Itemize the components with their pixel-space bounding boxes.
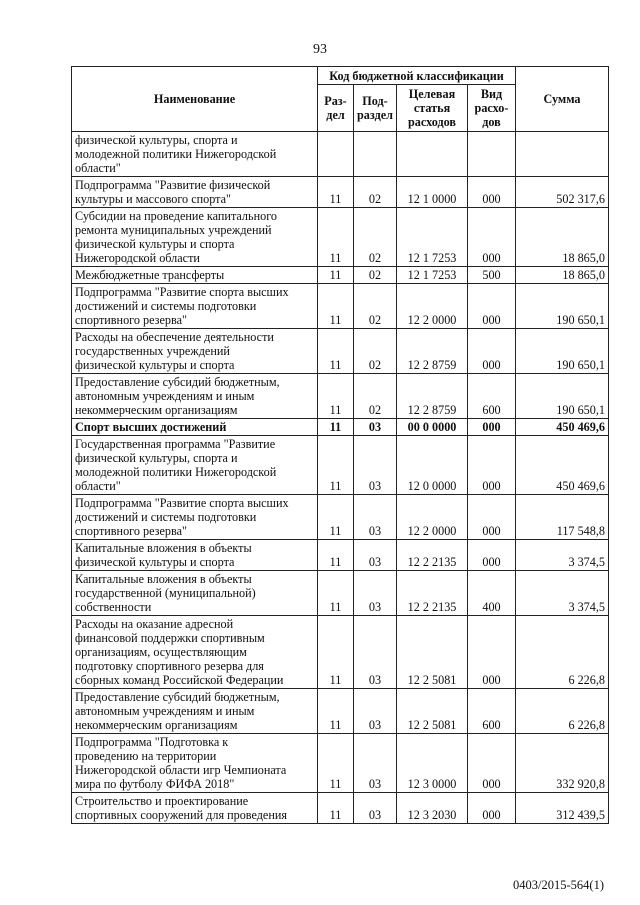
cell-target: 12 2 8759: [397, 374, 468, 419]
cell-sum: 3 374,5: [516, 540, 609, 571]
cell-podrazdel: 02: [354, 284, 397, 329]
cell-name: Предоставление субсидий бюджетным, автономным учреждениям и иным некоммерческим организациям: [72, 689, 318, 734]
table-row: [72, 208, 609, 267]
cell-target: 12 3 0000: [397, 734, 468, 793]
cell-target: 12 2 8759: [397, 329, 468, 374]
cell-sum: 450 469,6: [516, 419, 609, 436]
cell-razdel: [318, 132, 354, 177]
cell-razdel: 11: [318, 267, 354, 284]
document-code: 0403/2015-564(1): [513, 878, 604, 892]
table-row: [72, 374, 609, 419]
cell-podrazdel: 02: [354, 374, 397, 419]
table-row: [72, 495, 609, 540]
cell-target: 12 2 0000: [397, 495, 468, 540]
cell-sum: 450 469,6: [516, 436, 609, 495]
cell-name: Капитальные вложения в объекты государственной (муниципальной) собственности: [72, 571, 318, 616]
cell-podrazdel: [354, 132, 397, 177]
cell-podrazdel: 03: [354, 419, 397, 436]
cell-name: Подпрограмма "Развитие спорта высших достижений и системы подготовки спортивного резерва": [72, 284, 318, 329]
cell-podrazdel: 03: [354, 495, 397, 540]
table-row: [72, 571, 609, 616]
cell-vid: 000: [468, 436, 516, 495]
cell-vid: 000: [468, 495, 516, 540]
table-body: [72, 132, 609, 824]
table-row: [72, 793, 609, 824]
cell-podrazdel: 03: [354, 571, 397, 616]
header-name: Наименование: [72, 67, 318, 132]
header-classification-group: Код бюджетной классификации: [318, 67, 516, 85]
cell-razdel: 11: [318, 793, 354, 824]
table-row: [72, 177, 609, 208]
cell-name: Предоставление субсидий бюджетным, автономным учреждениям и иным некоммерческим организациям: [72, 374, 318, 419]
table-row: [72, 132, 609, 177]
cell-target: 12 2 2135: [397, 540, 468, 571]
header-row-top: [72, 67, 609, 85]
cell-target: 00 0 0000: [397, 419, 468, 436]
cell-vid: 500: [468, 267, 516, 284]
cell-target: 12 2 5081: [397, 689, 468, 734]
cell-vid: 600: [468, 374, 516, 419]
cell-podrazdel: 03: [354, 616, 397, 689]
cell-name: Расходы на оказание адресной финансовой поддержки спортивным организациям, осуществляющим подготовку спортивного резерва для сборных команд Российской Федерации: [72, 616, 318, 689]
cell-vid: 000: [468, 793, 516, 824]
cell-name: Субсидии на проведение капитального ремонта муниципальных учреждений физической культуры и спорта Нижегородской области: [72, 208, 318, 267]
header-vid: Вид расхо- дов: [468, 85, 516, 132]
cell-podrazdel: 02: [354, 267, 397, 284]
cell-podrazdel: 03: [354, 540, 397, 571]
cell-target: 12 2 0000: [397, 284, 468, 329]
cell-vid: 000: [468, 329, 516, 374]
cell-name: Спорт высших достижений: [72, 419, 318, 436]
cell-podrazdel: 02: [354, 208, 397, 267]
cell-target: 12 0 0000: [397, 436, 468, 495]
cell-razdel: 11: [318, 374, 354, 419]
header-sum: Сумма: [516, 67, 609, 132]
cell-sum: 117 548,8: [516, 495, 609, 540]
cell-razdel: 11: [318, 208, 354, 267]
cell-vid: 000: [468, 208, 516, 267]
cell-target: 12 2 2135: [397, 571, 468, 616]
cell-vid: 000: [468, 540, 516, 571]
cell-target: 12 1 7253: [397, 267, 468, 284]
cell-sum: 190 650,1: [516, 284, 609, 329]
cell-razdel: 11: [318, 436, 354, 495]
cell-vid: [468, 132, 516, 177]
cell-vid: 000: [468, 734, 516, 793]
cell-sum: [516, 132, 609, 177]
cell-target: 12 2 5081: [397, 616, 468, 689]
table-row: [72, 267, 609, 284]
table-row: [72, 734, 609, 793]
cell-podrazdel: 03: [354, 734, 397, 793]
cell-target: 12 1 0000: [397, 177, 468, 208]
cell-vid: 600: [468, 689, 516, 734]
cell-podrazdel: 03: [354, 689, 397, 734]
cell-podrazdel: 02: [354, 177, 397, 208]
cell-podrazdel: 03: [354, 436, 397, 495]
cell-sum: 18 865,0: [516, 267, 609, 284]
table-row: [72, 540, 609, 571]
cell-name: Межбюджетные трансферты: [72, 267, 318, 284]
header-target: Целевая статья расходов: [397, 85, 468, 132]
cell-vid: 000: [468, 419, 516, 436]
budget-table: [71, 66, 609, 824]
cell-vid: 000: [468, 284, 516, 329]
cell-podrazdel: 03: [354, 793, 397, 824]
cell-sum: 190 650,1: [516, 374, 609, 419]
cell-name: Подпрограмма "Развитие спорта высших достижений и системы подготовки спортивного резерва": [72, 495, 318, 540]
cell-sum: 6 226,8: [516, 689, 609, 734]
cell-podrazdel: 02: [354, 329, 397, 374]
cell-name: Подпрограмма "Развитие физической культуры и массового спорта": [72, 177, 318, 208]
cell-sum: 190 650,1: [516, 329, 609, 374]
cell-sum: 3 374,5: [516, 571, 609, 616]
cell-razdel: 11: [318, 734, 354, 793]
cell-name: Расходы на обеспечение деятельности государственных учреждений физической культуры и спорта: [72, 329, 318, 374]
cell-name: Строительство и проектирование спортивных сооружений для проведения: [72, 793, 318, 824]
table-row: [72, 616, 609, 689]
cell-razdel: 11: [318, 616, 354, 689]
cell-target: [397, 132, 468, 177]
header-razdel: Раз- дел: [318, 85, 354, 132]
table-row: [72, 329, 609, 374]
table-row: [72, 689, 609, 734]
cell-sum: 502 317,6: [516, 177, 609, 208]
cell-razdel: 11: [318, 495, 354, 540]
cell-name: Подпрограмма "Подготовка к проведению на территории Нижегородской области игр Чемпионата мира по футболу ФИФА 2018": [72, 734, 318, 793]
cell-vid: 000: [468, 177, 516, 208]
page-number: 93: [313, 42, 327, 57]
cell-razdel: 11: [318, 284, 354, 329]
cell-razdel: 11: [318, 177, 354, 208]
cell-sum: 332 920,8: [516, 734, 609, 793]
cell-sum: 6 226,8: [516, 616, 609, 689]
cell-razdel: 11: [318, 329, 354, 374]
cell-razdel: 11: [318, 419, 354, 436]
cell-name: Государственная программа "Развитие физической культуры, спорта и молодежной политики Нижегородской области": [72, 436, 318, 495]
cell-sum: 312 439,5: [516, 793, 609, 824]
cell-target: 12 3 2030: [397, 793, 468, 824]
cell-name: физической культуры, спорта и молодежной политики Нижегородской области": [72, 132, 318, 177]
table-row: [72, 284, 609, 329]
cell-razdel: 11: [318, 571, 354, 616]
header-podrazdel: Под- раздел: [354, 85, 397, 132]
cell-target: 12 1 7253: [397, 208, 468, 267]
cell-razdel: 11: [318, 689, 354, 734]
cell-name: Капитальные вложения в объекты физической культуры и спорта: [72, 540, 318, 571]
cell-sum: 18 865,0: [516, 208, 609, 267]
table-row: [72, 419, 609, 436]
cell-vid: 400: [468, 571, 516, 616]
cell-vid: 000: [468, 616, 516, 689]
table-row: [72, 436, 609, 495]
cell-razdel: 11: [318, 540, 354, 571]
